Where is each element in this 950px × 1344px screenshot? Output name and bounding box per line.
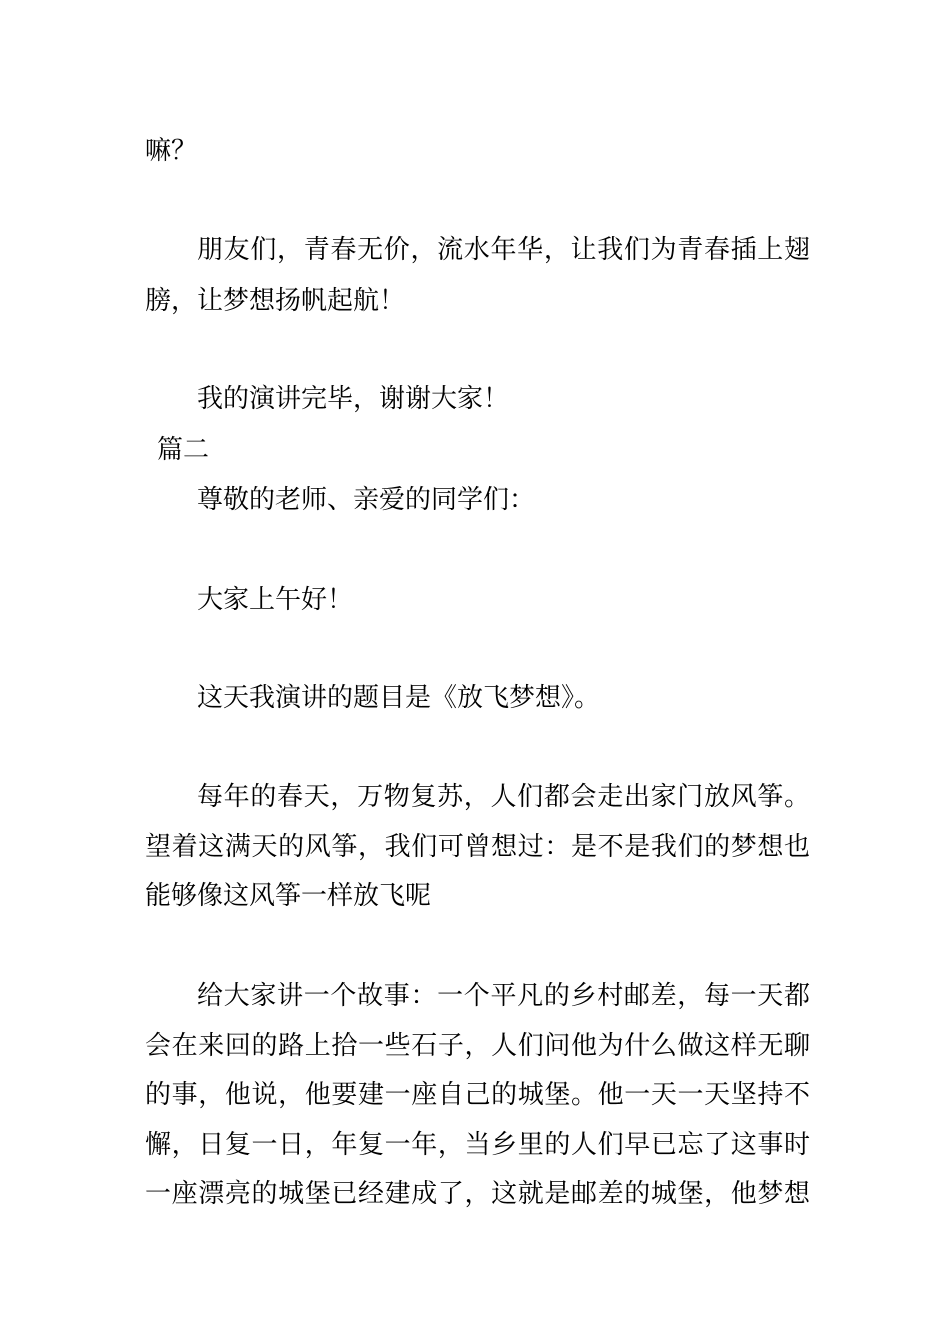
paragraph-line: 朋友们，青春无价，流水年华，让我们为青春插上翅 — [197, 235, 810, 265]
paragraph-line: 能够像这风筝一样放飞呢 — [145, 881, 432, 911]
paragraph-line: 膀，让梦想扬帆起航！ — [145, 286, 406, 316]
paragraph-line: 我的演讲完毕，谢谢大家！ — [197, 384, 510, 414]
paragraph-line: 给大家讲一个故事：一个平凡的乡村邮差，每一天都 — [197, 981, 810, 1011]
paragraph-line: 这天我演讲的题目是《放飞梦想》。 — [197, 683, 601, 713]
paragraph-line: 的事，他说，他要建一座自己的城堡。他一天一天坚持不 — [145, 1080, 810, 1110]
paragraph-line: 一座漂亮的城堡已经建成了，这就是邮差的城堡，他梦想 — [145, 1179, 810, 1209]
greeting-line: 大家上午好！ — [197, 585, 354, 615]
text-line: 嘛？ — [145, 136, 198, 166]
section-heading: 篇二 — [157, 435, 210, 465]
paragraph-line: 望着这满天的风筝，我们可曾想过：是不是我们的梦想也 — [145, 832, 810, 862]
paragraph-line: 会在来回的路上拾一些石子，人们问他为什么做这样无聊 — [145, 1031, 810, 1061]
paragraph-line: 懈，日复一日，年复一年，当乡里的人们早已忘了这事时 — [145, 1130, 810, 1160]
salutation-line: 尊敬的老师、亲爱的同学们： — [197, 485, 536, 515]
paragraph-line: 每年的春天，万物复苏，人们都会走出家门放风筝。 — [197, 782, 810, 812]
